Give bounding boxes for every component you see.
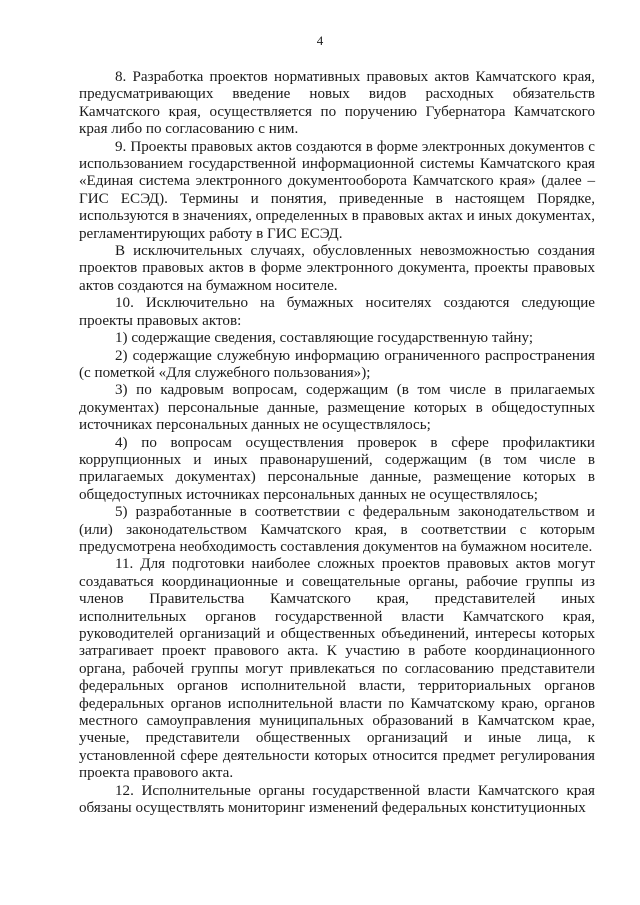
list-item-1: 1) содержащие сведения, составляющие государственную тайну;: [115, 330, 534, 347]
list-item-4: 4) по вопросам осуществления проверок в сфере профилактики коррупционных и иных правонарушений, содержащим (в том числе в прилагаемых документах) персональные данные, размещение которых в общедоступных источниках персональных данных не осуществлялось;: [79, 434, 595, 503]
document-body: [79, 69, 595, 817]
paragraph-12: 12. Исполнительные органы государственной власти Камчатского края обязаны осуществлять мониторинг изменений федеральных конституционных: [79, 782, 595, 817]
paragraph-11: 11. Для подготовки наиболее сложных проектов правовых актов могут создаваться координационные и совещательные органы, рабочие группы из членов Правительства Камчатского края, представителей иных исполнительных органов государственной власти Камчатского края, руководителей организаций и общественных объединений, интересы которых затрагивает проект правового акта. К участию в работе координационного органа, рабочей группы могут привлекаться по согласованию представители федеральных органов исполнительной власти, территориальных органов федеральных органов исполнительной власти по Камчатскому краю, органов местного самоуправления муниципальных образований в Камчатском крае, ученые, представители общественных организаций и иные лица, к установленной сфере деятельности которых относится предмет регулирования проекта правового акта.: [79, 556, 595, 782]
list-item-2: 2) содержащие служебную информацию ограниченного распространения (с пометкой «Для служебного пользования»);: [79, 347, 595, 381]
paragraph-10: 10. Исключительно на бумажных носителях создаются следующие проекты правовых актов:: [79, 295, 595, 329]
paragraph-9: 9. Проекты правовых актов создаются в форме электронных документов с использованием государственной информационной системы Камчатского края «Единая система электронного документооборота Камчатского края» (далее – ГИС ЕСЭД). Термины и понятия, приведенные в настоящем Порядке, используются в значениях, определенных в правовых актах и иных документах, регламентирующих работу в ГИС ЕСЭД.: [79, 138, 595, 242]
paragraph-8: 8. Разработка проектов нормативных правовых актов Камчатского края, предусматривающих введение новых видов расходных обязательств Камчатского края, осуществляется по поручению Губернатора Камчатского края либо по согласованию с ним.: [79, 69, 595, 138]
list-item-5: 5) разработанные в соответствии с федеральным законодательством и (или) законодательством Камчатского края, в соответствии с которым предусмотрена необходимость составления документов на бумажном носителе.: [79, 504, 595, 555]
page-number: 4: [316, 33, 324, 48]
list-item-3: 3) по кадровым вопросам, содержащим (в том числе в прилагаемых документах) персональные данные, размещение которых в общедоступных источниках персональных данных не осуществлялось;: [79, 382, 595, 434]
paragraph-9-exception: В исключительных случаях, обусловленных невозможностью создания проектов правовых актов в форме электронного документа, проекты правовых актов создаются на бумажном носителе.: [79, 243, 595, 294]
